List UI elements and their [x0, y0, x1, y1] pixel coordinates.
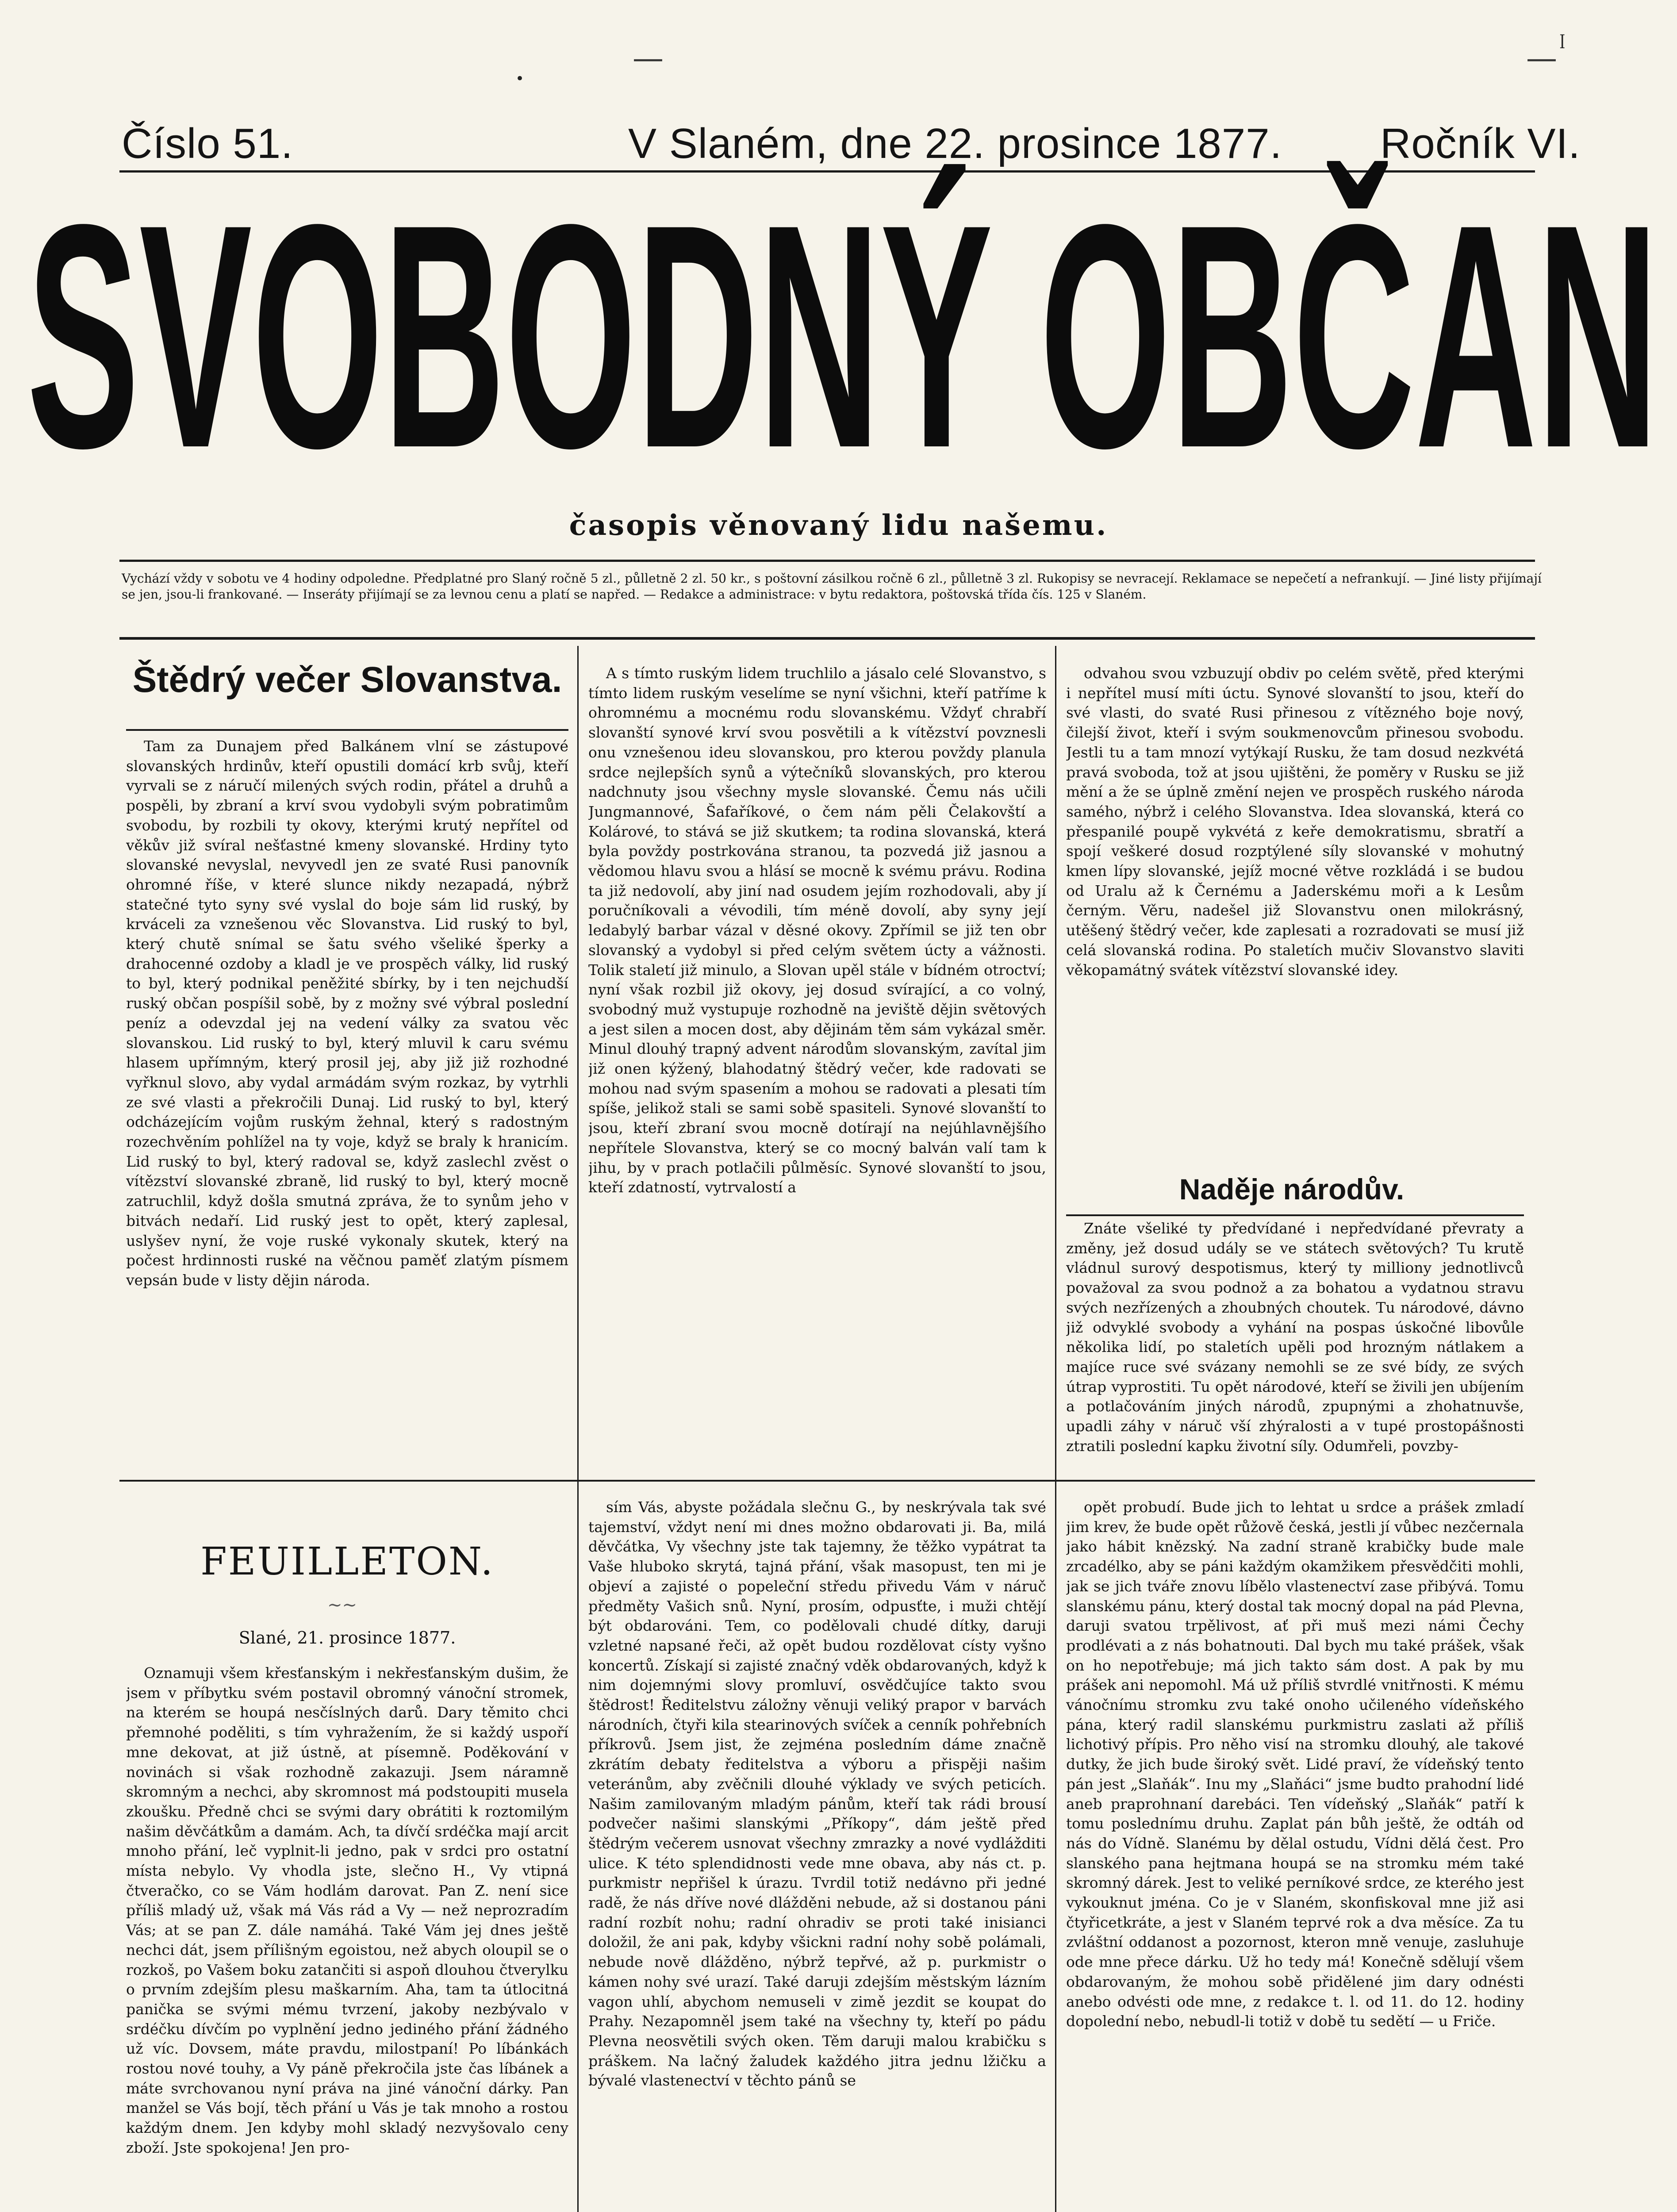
- feuilleton-column-1: [126, 1663, 568, 2212]
- info-top-rule: [119, 560, 1535, 562]
- place-date: V Slaném, dne 22. prosince 1877.: [628, 120, 1282, 167]
- feuilleton-text: opět probudí. Bude jich to lehtat u srdce a prášek zmladí jim krev, že bude opět růžově česká, jestli jí vůbec nezčernala jako hábit knězský. Na zadní straně krabičky bude male zrcadélko, aby se páni každým okamžikem přesvědčiti mohli, jak se jich tváře znovu líbělo vlastenectví zase přibývá. Tomu slanskému pánu, který dostal tak mocný dopal na pád Plevna, daruji svatou trpělivost, ať při muš mezi námi Čechy prodlévati a z nás bohatnouti. Dal bych mu také prášek, však on ho nepotřebuje; má jich takto sám dost. A pak by mu prášek ani nepomohl. Má už příliš stvrdlé vnitřnosti. K mému vánočnímu stromku zvu také onoho učileného vídeňského pána, který radil slanskému purkmistru zaslati až příliš lichotivý přípis. Pro něho visí na stromku dlouhý, ale takové dutky, že jich bude široký svět. Lidé praví, že vídeňský tento pán jest „Slaňák“. Inu my „Slaňáci“ jsme budto prahodní lidé aneb praprohnaní darebáci. Ten vídeňský „Slaňák“ patří k tomu poslednímu druhu. Zaplat pán bůh ještě, že odtáh od nás do Vídně. Slanému by dělal ostudu, Vídni dělá čest. Pro slanského pana hejtmana houpá se na stromku mém také skromný dárek. Jest to veliké perníkové srdce, ze kterého jest vykouknut jména. Co je v Slaném, skonfiskoval mne již asi čtyřicetkráte, a jest v Slaném teprvé rok a dva měsíce. Za tu zvláštní oddanost a pozornost, kteron mně venuje, zasluhuje ode mne přece dárku. Už ho tedy má! Konečně sdělují všem obdarovaným, že mohou sobě přidělené jim dary odnésti anebo odvésti ode mne, z redakce t. l. od 11. do 12. hodiny dopolední nebo, nebudl-li totiž v době tu sedětí — u Friče.: [1066, 1498, 1524, 2030]
- feuilleton-column-3: [1066, 1498, 1524, 2212]
- info-bottom-rule: [119, 637, 1535, 640]
- article-text: A s tímto ruským lidem truchlilo a jásalo celé Slovanstvo, s tímto lidem ruským veselíme se nyní všichni, kteří patříme k ohromnému a mocnému rodu slovanskému. Vždyť chrabří slovanští synové krví svou posvětili a k vítězství povznesli onu vznešenou ideu slovanskou, pro kterou povždy planula srdce nejlepších synů a výtečníků slovanských, pro kterou nadchnuty jsou všechny mysle slovanské. Čemu nás učili Jungmannové, Šafaříkové, o čem nám pěli Čelakovští a Kolárové, to stává se již skutkem; ta rodina slovanská, která byla povždy postrkována stranou, ta pozvedá již jasnou a vědomou hlavu svou a hlásí se mocně k svému právu. Rodina ta již nedovolí, aby jiní nad osudem jejím rozhodovali, aby jí poručníkovali a vévodili, tím méně dovolí, aby syny její ledabylý barbar vázal v děsné okovy. Zpřímil se již ten obr slovanský a vydobyl si před celým světem úcty a vážnosti. Tolik staletí již minulo, a Slovan upěl stále v bídném otroctví; nyní však rozbil již okovy, jej dosud svírající, a co volný, svobodný muž vystupuje rozhodně na jeviště dějin světových a jest silen a mocen dost, aby dějinám těm sám vykázal směr. Minul dlouhý trapný advent národům slovanským, zavítal jim již onen kýžený, blahodatný štědrý večer, kde radovati se mohou nad svým spasením a mohou se radovati a plesati tím spíše, jelikož stali se sami sobě spasiteli. Synové slovanští to jsou, kteří zbraní svou mocně dotírají na nejúhlavnějšího nepřítele Slovanstva, který se co mocný balván valí tam k jihu, by v prach potlačili půlměsíc. Synové slovanští to jsou, kteří zdatností, vytrvalostí a: [588, 664, 1046, 1196]
- article-column-4: [1066, 1219, 1524, 1469]
- issue-number: Číslo 51.: [122, 120, 293, 167]
- article-column-1: [126, 737, 568, 1469]
- column-rule: [577, 646, 579, 2212]
- feuilleton-column-2: [588, 1498, 1046, 2212]
- column-rule: [1055, 646, 1056, 2212]
- masthead-subtitle: časopis věnovaný lidu našemu.: [569, 509, 1108, 542]
- dash-ornament: —: [1526, 40, 1557, 76]
- article-heading: Štědrý večer Slovanstva.: [132, 660, 562, 700]
- ornament-icon: ∼∼: [327, 1595, 357, 1615]
- masthead-title: SVOBODNÝ OBČAN: [27, 158, 1659, 514]
- dot-mark: •: [515, 70, 525, 88]
- volume-number: Ročník VI.: [1380, 120, 1581, 167]
- article-text: Tam za Dunajem před Balkánem vlní se zástupové slovanských hrdinův, kteří opustili domácí krb svůj, kteří vyrvali se z náručí milených svých rodin, přátel a druhů a pospěli, by zbraní a krví svou vydobyli svým pobratimům svobodu, by rozbili ty okovy, kterými krutý nepřítel od věkův již svíral nešťastné kmeny slovanské. Hrdiny tyto slovanské nevyslal, nevyvedl jen ze svaté Rusi panovník ohromné říše, v které slunce nikdy nezapadá, nýbrž statečné tyto syny své vyslal do boje sám lid ruský, by krváceli za vznešenou věc Slovanstva. Lid ruský to byl, který chutě snímal se šatu svého všeliké šperky a drahocenné ozdoby a kladl je ve prospěch války, lid ruský to byl, který podnikal peněžité sbírky, by i ten nejchudší ruský občan pospíšil sobě, by z možny své výbral poslední peníz a odevzdal jej na vedení války za svatou věc slovanskou. Lid ruský to byl, který mluvil k caru svému hlasem upřímným, který prosil jej, aby již již rozhodné vyřknul slovo, aby vydal armádám svým rozkaz, by vytrhli ze své vlasti a překročili Dunaj. Lid ruský to byl, který odcházejícím vojům ruským žehnal, který s radostným rozechvěním pohlížel na ty voje, když se braly k hranicím. Lid ruský to byl, který radoval se, když zaslechl zvěst o vítězství slovanské zbraně, lid ruský to byl, který mocně zatruchlil, když došla smutná zpráva, že to synům jeho v bitvách nedaří. Lid ruský jest to opět, který zaplesal, uslyšev nyní, že voje ruské vykonaly skutek, který na počest hrdinnosti ruské na věčnou paměť zlatým písmem vepsán bude v listy dějin národa.: [126, 737, 568, 1289]
- subscription-info: Vychází vždy v sobotu ve 4 hodiny odpoledne. Předplatné pro Slaný ročně 5 zl., půlletně 2 zl. 50 kr., s poštovní zásilkou ročně 6 zl., půlletně 3 zl. Rukopisy se nevracejí. Reklamace se nepečetí a nefrankují. — Jiné listy přijímají se jen, jsou-li frankované. — Inseráty přijímají se za levnou cenu a platí se napřed. — Redakce a administrace: v bytu redaktora, poštovská třída čís. 125 v Slaném.: [122, 571, 1542, 602]
- feuilleton-rule: [119, 1480, 1535, 1482]
- heading-underline: [1066, 1214, 1524, 1216]
- dash-ornament: —: [633, 40, 664, 76]
- article-column-3: [1066, 664, 1524, 1164]
- heading-underline: [126, 729, 568, 731]
- feuilleton-date: Slané, 21. prosince 1877.: [238, 1628, 456, 1647]
- feuilleton-heading: FEUILLETON.: [200, 1540, 494, 1584]
- corner-mark: ꟾ: [1559, 35, 1566, 52]
- article-text: odvahou svou vzbuzují obdiv po celém světě, před kterými i nepřítel musí míti úctu. Synové slovanští to jsou, kteří do své vlasti, do svaté Rusi přinesou z vítězného boje nový, čilejší život, kteří i svým soukmenovcům přinesou svobodu. Jestli tu a tam mnozí vytýkají Rusku, že tam dosud nezkvétá pravá svoboda, tož at jsou ujištěni, že poměry v Rusku se již mění a že se úplně změní nejen ve prospěch ruského národa samého, nýbrž i celého Slovanstva. Idea slovanská, která co přespanilé poupě vykvétá z keře demokratismu, sbratří a spojí veškeré dosud rozptýlené síly slovanské v mohutný kmen lípy slovanské, jejíž mocné větve rozkládá i se budou od Uralu až k Černému a Jaderskému moři a k Lesům černým. Věru, nadešel již Slovanstvu onen milokrásný, utěšený štědrý večer, kde zaplesati a rozradovati se musí již celá slovanská rodina. Po staletích mučiv Slovanstvo slaviti věkopamátný svátek vítězství slovanské idey.: [1066, 664, 1524, 979]
- article-column-2: [588, 664, 1046, 1469]
- article-text: Znáte všeliké ty předvídané i nepředvídané převraty a změny, jež dosud udály se ve státech světových? Tu krutě vládnul surový despotismus, který ty milliony jednotlivců považoval za svou podnož a za bohatou a vydatnou stravu svých nezřízených a zhoubných choutek. Tu národové, dávno již odvyklé svobody a vyhání na pospas úskočné libovůle několika lidí, po staletích upěli pod hrozným nátlakem a majíce ruce své svázany nemohli se ze své bídy, ze svých útrap vyprostiti. Tu opět národové, kteří se živili jen ubíjením a potlačováním jiných národů, zpupnými a zhohatnuvše, upadli záhy v náruč vší zhýralosti a v tupé prostopášnosti ztratili poslední kapku životní síly. Odumřeli, povzby-: [1066, 1220, 1524, 1455]
- feuilleton-text: Oznamuji všem křesťanským i nekřesťanským dušim, že jsem v příbytku svém postavil obromný vánoční stromek, na kterém se houpá nesčíslných darů. Dary těmito chci přemnohé poděliti, s tím vyhražením, že si každý uspoří mne dekovat, at již ústně, at písemně. Poděkování v novinách si však rozhodně zakazuji. Jsem náramně skromným a nechci, aby skromnost má podstoupiti musela zkoušku. Předně chci se svými dary obrátiti k roztomilým našim děvčátkům a damám. Ach, ta dívčí srdéčka mají arcit mnoho přání, leč vyplnit-li jedno, pak v srdci pro ostatní místa nebylo. Vy vhodla jste, slečno H., Vy vtipná čtveračko, co se Vám hodlám darovat. Pan Z. není sice příliš mladý už, však má Vás rád a Vy — než neprozradím Vás; at se pan Z. dále namáhá. Také Vám jej dnes ještě nechci dát, jsem přílišným egoistou, než abych oloupil se o rozkoš, po Vašem boku zatančiti si aspoň dlouhou čtverylku o prvním zdejším plesu maškarním. Aha, tam ta útlocitná panička se svými mému tvrzení, jakoby nezbývalo v srdéčku dívčím po vyplnění jedno jediného přání žádného už víc. Dovsem, máte pravdu, milostpaní! Po líbánkách rostou nové touhy, a Vy páně překročila jste čas líbánek a máte svrchovanou nyní práva na jiné vánoční dárky. Pan manžel se Vás bojí, těch přání u Vás je tak mnoho a rostou každým dnem. Jen kdyby mohl skladý nezvyšovalo ceny zboží. Jste spokojena! Jen pro-: [126, 1664, 568, 2156]
- feuilleton-text: sím Vás, abyste požádala slečnu G., by neskrývala tak své tajemství, vždyt není mi dnes možno obdarovati ji. Ba, milá děvčátka, Vy všechny jste tak tajemny, že těžko vypátrat ta Vaše hluboko skrytá, tajná přání, však masopust, ten mi je objeví a zajisté o popeleční středu přivedu Vám v náruč předměty Vašich snů. Nyní, prosím, odpusťte, i muži chtějí být obdarováni. Tem, co podělovali chudé dítky, daruji vzletné napsané řeči, až opět budou rozdělovat císty vyšno koncertů. Získají si zajisté značný vděk obdarovaných, když k nim dojemnými slovy promluví, osvědčujíce takto svou štědrost! Ředitelstvu záložny věnuji veliký prapor v barvách národních, čtyři kila stearinových svíček a cenník pohřebních příkrovů. Jsem jist, že zejména posledním dáme značně zkrátím debaty ředitelstva a výboru a přispěji našim veteránům, aby zvěčnili dlouhé výklady ve svých peticích. Našim zamilovaným mladým pánům, kteří tak rádi brousí podvečer našimi slanskými „Příkopy“, dám ještě před štědrým večerem usnovat všechny zmrazky a nové vydlážditi ulice. K této splendidnosti vede mne obava, aby nás ct. p. purkmistr nepřišel k úrazu. Tvrdil totiž nedávno při jedné radě, že nás dříve nové dlážděni nebude, až si dostanou páni radní rozbít nohu; radní ohradiv se proti také inisianci doložil, že ani pak, kdyby všickni radní nohy sobě polámali, nebude nově dlážděno, nýbrž tepřvé, až p. purkmistr o kámen nohy své urazí. Také daruji zdejším městským lázním vagon uhlí, abychom nemuseli v zimě jezdit se koupat do Prahy. Nezapomněl jsem také na všechny ty, kteří po pádu Plevna neosvětili svých oken. Těm daruji malou krabičku s práškem. Na lačný žaludek každého jitra jednu lžičku a bývalé vlastenectví v těchto pánů se: [588, 1498, 1046, 2089]
- article-heading: Naděje národův.: [1179, 1173, 1405, 1206]
